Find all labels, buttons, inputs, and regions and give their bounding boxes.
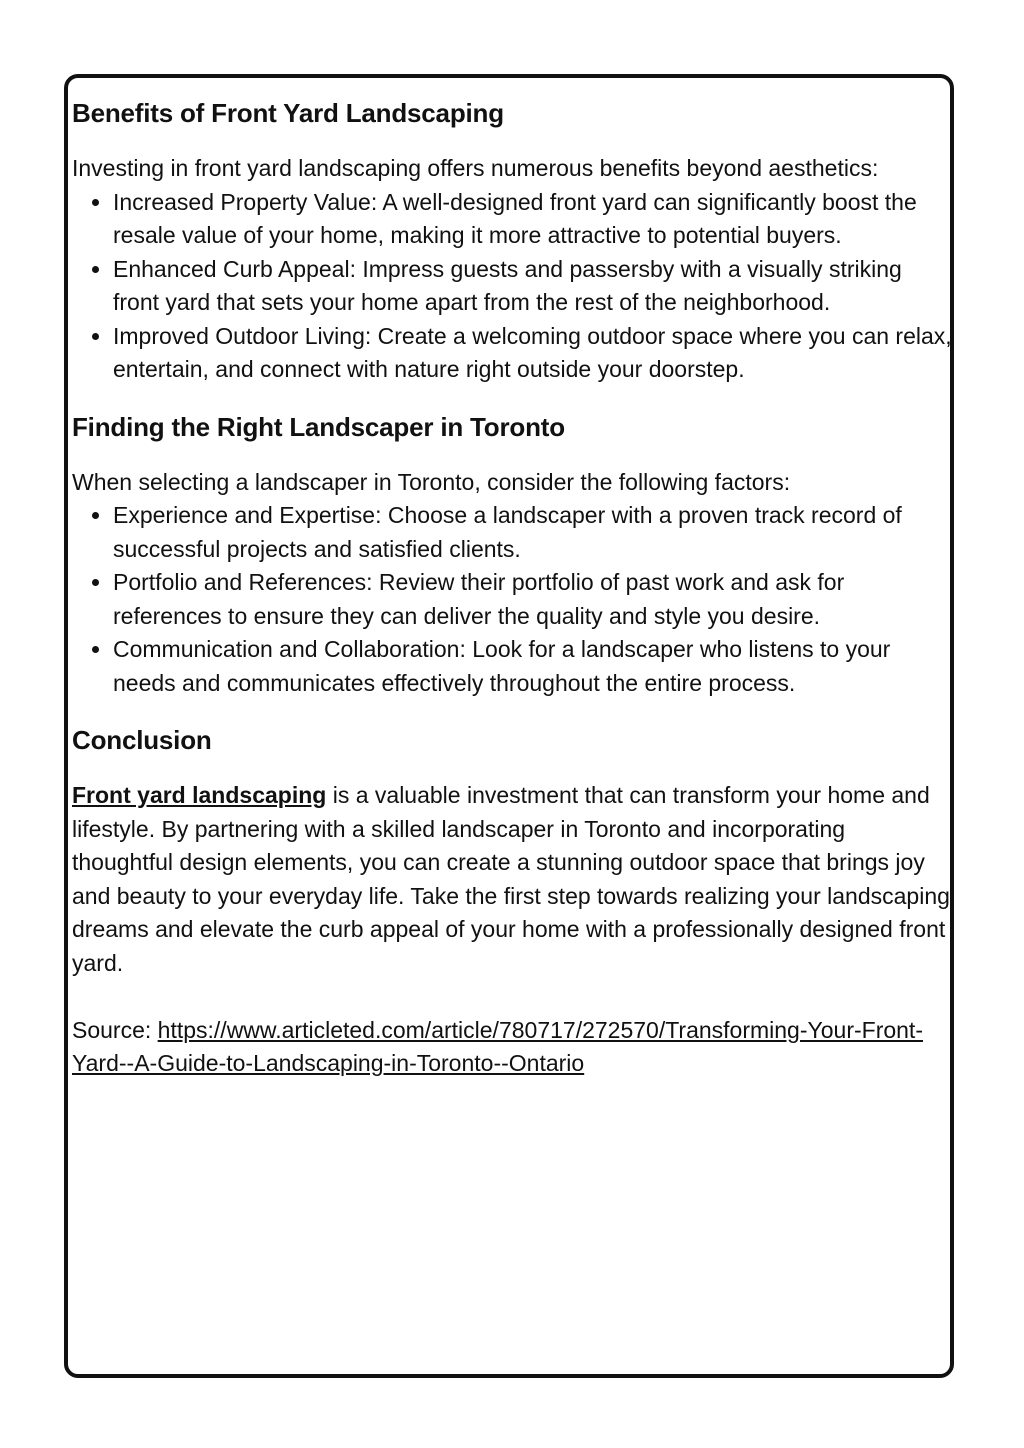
conclusion-body: is a valuable investment that can transform your home and lifestyle. By partnering with a skilled landscaper in Toronto and incorporating thoughtful design elements, you can create a stunning outdoor space that brings joy and beauty to your everyday life. Take the first step towards realizing your landscaping dreams and elevate the curb appeal of your home with a professionally designed front yard. [72,782,950,976]
list-item: • Communication and Collaboration: Look for a landscaper who listens to your needs and communicates effectively throughout the entire process. [113,633,952,700]
section-intro-finding: When selecting a landscaper in Toronto, consider the following factors: [72,468,791,495]
section-heading-conclusion: Conclusion [72,725,212,755]
benefits-list [72,186,952,387]
list-item: • Enhanced Curb Appeal: Impress guests and passersby with a visually striking front yard that sets your home apart from the rest of the neighborhood. [113,253,952,320]
list-item: • Increased Property Value: A well-designed front yard can significantly boost the resale value of your home, making it more attractive to potential buyers. [113,186,952,253]
article-content [72,94,952,1081]
section-heading-benefits: Benefits of Front Yard Landscaping [72,98,504,128]
source-label: Source: [72,1016,158,1043]
section-heading-finding: Finding the Right Landscaper in Toronto [72,411,565,442]
conclusion-paragraph [72,779,952,980]
list-item: • Experience and Expertise: Choose a landscaper with a proven track record of successful projects and satisfied clients. [113,499,952,566]
factors-list [72,499,952,700]
source-link[interactable]: https://www.articleted.com/article/780717/272570/Transforming-Your-Front-Yard--A-Guide-to-Landscaping-in-Toronto--Ontario [72,1016,923,1076]
front-yard-landscaping-link[interactable]: Front yard landscaping [72,782,327,808]
list-item: • Improved Outdoor Living: Create a welcoming outdoor space where you can relax, entertain, and connect with nature right outside your doorstep. [113,320,952,387]
list-item: • Portfolio and References: Review their portfolio of past work and ask for references to ensure they can deliver the quality and style you desire. [113,566,952,633]
source-line [72,1014,952,1081]
section-intro-benefits: Investing in front yard landscaping offers numerous benefits beyond aesthetics: [72,155,879,181]
